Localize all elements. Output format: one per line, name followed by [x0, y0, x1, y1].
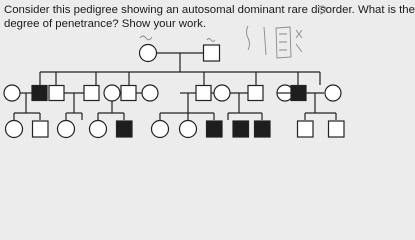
gen2-ind-8	[196, 86, 211, 101]
gen3-ind-10-affected	[255, 121, 271, 137]
gen3-ind-8-affected	[207, 121, 223, 137]
gen3-ind-4	[90, 121, 107, 138]
gen3-ind-2	[33, 121, 49, 137]
gen3-ind-9-affected	[233, 121, 249, 137]
gen3-ind-12	[329, 121, 345, 137]
handwritten-annotations	[140, 6, 326, 58]
gen2-ind-1	[4, 85, 20, 101]
gen3-ind-11	[298, 121, 314, 137]
gen2-ind-13	[325, 85, 341, 101]
generation-3	[6, 121, 345, 138]
generation-1	[140, 45, 220, 73]
gen2-ind-3	[49, 86, 64, 101]
gen2-ind-7	[142, 85, 158, 101]
gen3-ind-1	[6, 121, 23, 138]
gen2-ind-10	[248, 86, 263, 101]
question-line-1: Consider this pedigree showing an autosomal dominant rare disorder. What is the	[4, 4, 415, 16]
gen2-ind-9	[214, 85, 230, 101]
gen3-ind-6	[152, 121, 169, 138]
question-line-2: degree of penetrance? Show your work.	[4, 18, 206, 30]
gen2-ind-4	[84, 86, 99, 101]
gen2-ind-5	[104, 85, 120, 101]
gen2-ind-2-affected	[32, 86, 47, 101]
gen2-ind-6	[121, 86, 136, 101]
gen1-male-2	[204, 45, 220, 61]
gen3-ind-7	[180, 121, 197, 138]
gen3-ind-5-affected	[117, 121, 133, 137]
gen1-female-1	[140, 45, 157, 62]
gen3-ind-3	[58, 121, 75, 138]
generation-2	[4, 72, 341, 101]
